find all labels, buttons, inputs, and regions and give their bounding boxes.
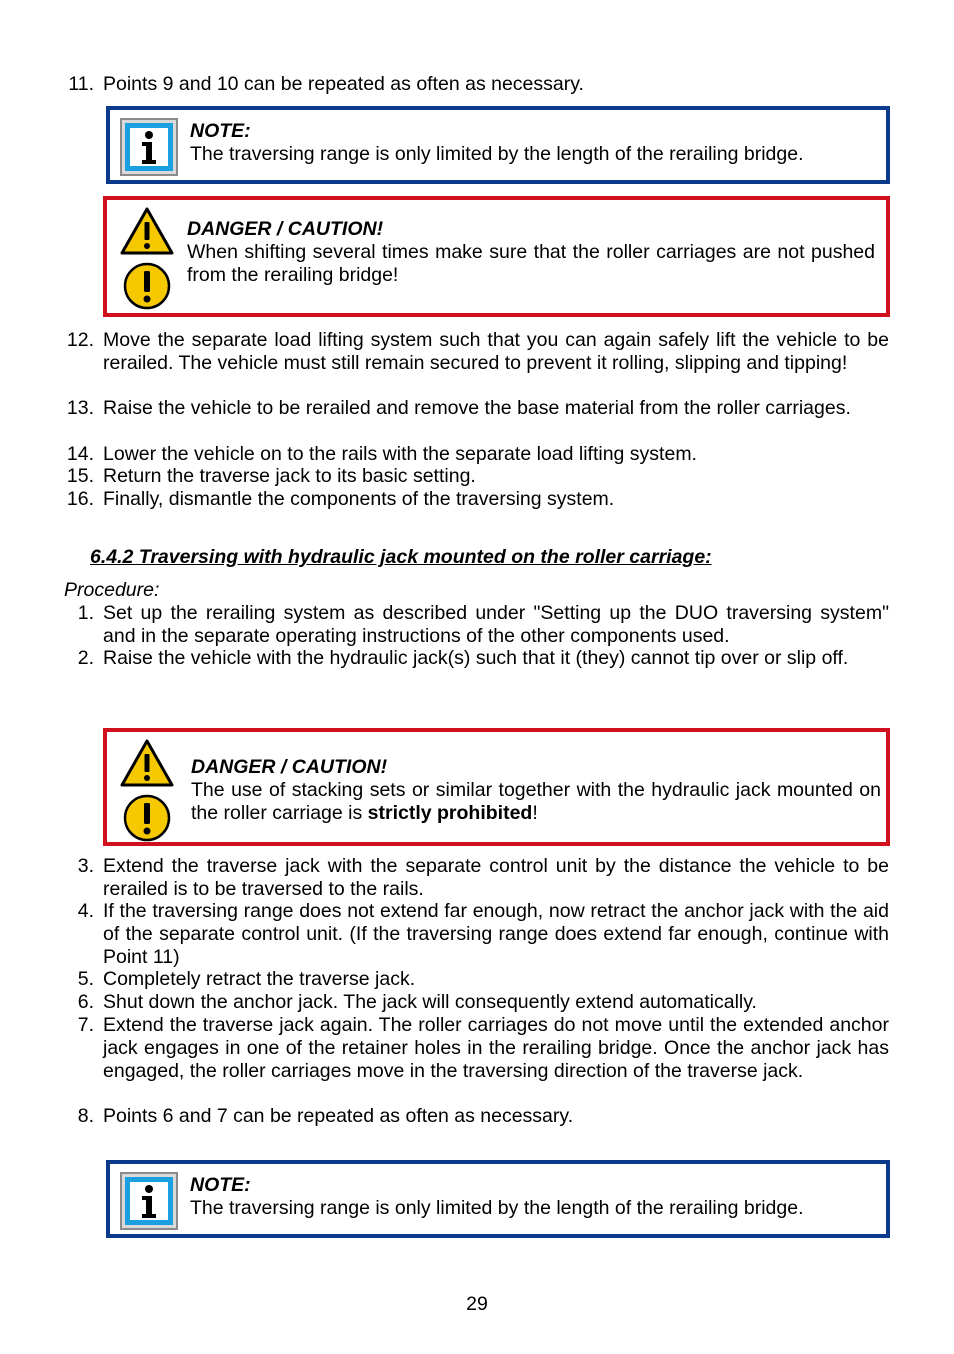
list-item (64, 968, 889, 991)
danger-body: When shifting several times make sure that the roller carriages are not pushed from the rerailing bridge! (187, 241, 875, 286)
danger-body (191, 779, 881, 825)
page-number: 29 (466, 1293, 488, 1315)
list-item (64, 465, 889, 488)
list-number: 12. (66, 329, 94, 351)
list-number: 1. (77, 602, 94, 624)
list-item (64, 900, 889, 969)
list-number: 2. (77, 647, 94, 669)
list-text: Extend the traverse jack again. The roller carriages do not move until the extended anchor jack engages in one of the retainer holes in the rerailing bridge. Once the anchor jack has engaged, the roller carriages move in the traversing direction of the traverse jack. (103, 1014, 889, 1082)
list-text: Shut down the anchor jack. The jack will consequently extend automatically. (103, 991, 757, 1013)
warning-triangle-icon (119, 206, 175, 256)
note-box (106, 1160, 890, 1238)
list-item (64, 602, 889, 648)
procedure-label: Procedure: (64, 579, 160, 601)
list-number: 15. (66, 465, 94, 487)
list-item (64, 73, 889, 96)
danger-body-emphasis: strictly prohibited (367, 802, 533, 824)
list-text: Set up the rerailing system as described under "Setting up the DUO traversing system" and in the separate operating instructions of the other components used. (103, 602, 889, 647)
list-text: If the traversing range does not extend far enough, now retract the anchor jack with the aid of the separate control unit. (If the traversing range does extend far enough, continue with Point 11) (103, 900, 889, 968)
list-item (64, 329, 889, 375)
list-item (64, 1014, 889, 1083)
list-item (64, 647, 889, 670)
list-text: Return the traverse jack to its basic setting. (103, 465, 476, 487)
list-text: Completely retract the traverse jack. (103, 968, 416, 990)
info-icon (120, 1172, 178, 1230)
list-text: Extend the traverse jack with the separate control unit by the distance the vehicle to be rerailed is to be traversed to the rails. (103, 855, 889, 900)
list-item (64, 991, 889, 1014)
note-body: The traversing range is only limited by the length of the rerailing bridge. (190, 1197, 804, 1219)
list-number: 3. (77, 855, 94, 877)
note-title: NOTE: (190, 120, 251, 142)
note-body: The traversing range is only limited by the length of the rerailing bridge. (190, 143, 804, 165)
danger-body-end: ! (532, 802, 538, 824)
note-box (106, 106, 890, 184)
list-item (64, 855, 889, 901)
list-item (64, 488, 889, 511)
danger-title: DANGER / CAUTION! (191, 756, 388, 778)
danger-box (103, 196, 890, 317)
section-heading: 6.4.2 Traversing with hydraulic jack mounted on the roller carriage: (90, 546, 712, 568)
list-text: Raise the vehicle to be rerailed and remove the base material from the roller carriages. (103, 397, 851, 419)
list-number: 11. (68, 73, 94, 95)
danger-box (103, 728, 890, 846)
note-title: NOTE: (190, 1174, 251, 1196)
exclamation-icon (123, 262, 171, 310)
list-number: 5. (77, 968, 94, 990)
list-number: 16. (66, 488, 94, 510)
danger-title: DANGER / CAUTION! (187, 218, 384, 240)
list-number: 14. (66, 443, 94, 465)
list-item (64, 397, 889, 420)
list-item (64, 1105, 889, 1128)
list-item (64, 443, 889, 466)
list-number: 4. (77, 900, 94, 922)
list-number: 13. (66, 397, 94, 419)
danger-body-text: The use of stacking sets or similar together with the hydraulic jack mounted on the roller carriage is (191, 779, 881, 824)
list-number: 8. (77, 1105, 94, 1127)
list-text: Points 6 and 7 can be repeated as often as necessary. (103, 1105, 574, 1127)
list-number: 7. (77, 1014, 94, 1036)
list-number: 6. (77, 991, 94, 1013)
list-text: Raise the vehicle with the hydraulic jack(s) such that it (they) cannot tip over or slip off. (103, 647, 849, 669)
list-text: Lower the vehicle on to the rails with the separate load lifting system. (103, 443, 697, 465)
warning-triangle-icon (119, 738, 175, 788)
list-text: Move the separate load lifting system such that you can again safely lift the vehicle to be rerailed. The vehicle must still remain secured to prevent it rolling, slipping and tipping! (103, 329, 889, 374)
info-icon (120, 118, 178, 176)
list-text: Finally, dismantle the components of the traversing system. (103, 488, 615, 510)
list-text: Points 9 and 10 can be repeated as often as necessary. (103, 73, 584, 95)
exclamation-icon (123, 794, 171, 842)
